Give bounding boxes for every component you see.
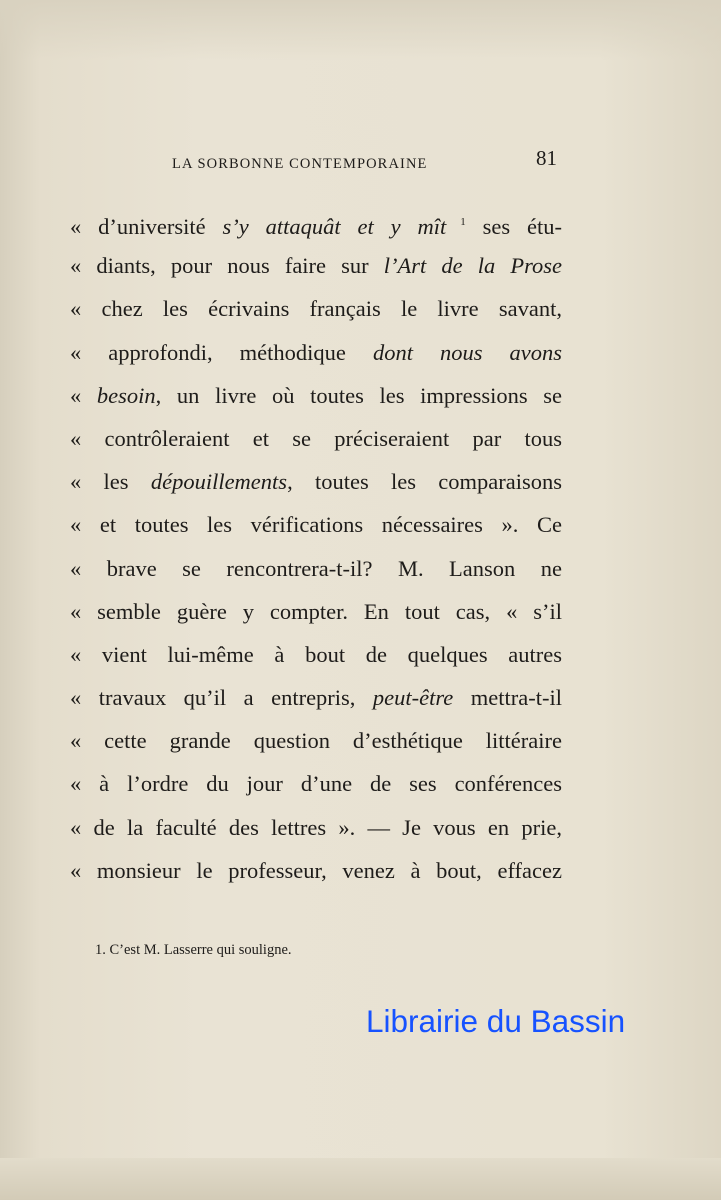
text-segment: « d’université bbox=[70, 214, 223, 239]
footnote-marker: 1 bbox=[446, 216, 466, 228]
text-line bbox=[70, 590, 562, 633]
text-line bbox=[70, 719, 562, 762]
text-line bbox=[70, 806, 562, 849]
italic-text: dépouillements bbox=[150, 469, 288, 495]
text-line bbox=[70, 547, 562, 590]
text-line bbox=[70, 762, 562, 805]
italic-text: peut-être bbox=[372, 685, 454, 711]
text-segment: « les bbox=[70, 469, 151, 495]
text-segment: « monsieur le professeur, venez à bout, effacez bbox=[70, 857, 562, 883]
text-line bbox=[70, 244, 562, 287]
italic-text: dont nous avons bbox=[372, 339, 563, 365]
text-segment: « brave se rencontrera-t-il? M. Lanson ne bbox=[70, 555, 562, 581]
text-segment: « et toutes les vérifications nécessaires ». Ce bbox=[70, 512, 562, 538]
text-segment: ses étu- bbox=[465, 214, 563, 239]
text-segment: « diants, pour nous faire sur bbox=[70, 253, 384, 279]
text-line bbox=[70, 417, 562, 460]
text-line bbox=[70, 460, 562, 503]
text-line bbox=[70, 633, 562, 676]
text-segment: « de la faculté des lettres ». — Je vous en prie, bbox=[70, 814, 562, 840]
text-segment: « travaux qu’il a entrepris, bbox=[70, 685, 373, 711]
text-segment: « bbox=[70, 382, 97, 408]
text-line bbox=[70, 374, 562, 417]
page-edge-bottom bbox=[0, 1158, 721, 1200]
text-segment: « semble guère y compter. En tout cas, « s’il bbox=[70, 598, 562, 624]
text-line bbox=[70, 201, 562, 244]
text-line bbox=[70, 849, 562, 892]
watermark: Librairie du Bassin bbox=[366, 1003, 626, 1039]
text-segment: , toutes les comparaisons bbox=[287, 469, 562, 495]
text-segment: « cette grande question d’esthétique littéraire bbox=[70, 728, 562, 754]
text-segment: , un livre où toutes les impressions se bbox=[155, 382, 563, 408]
body-text bbox=[70, 201, 562, 892]
text-segment: « approfondi, méthodique bbox=[70, 339, 373, 365]
italic-text: l’Art de la Prose bbox=[383, 253, 563, 279]
italic-text: besoin bbox=[96, 382, 156, 408]
text-segment: « vient lui-même à bout de quelques autres bbox=[70, 641, 562, 667]
text-line bbox=[70, 331, 562, 374]
text-segment: mettra-t-il bbox=[453, 685, 562, 711]
text-line bbox=[70, 503, 562, 546]
page-shadow-top bbox=[0, 0, 721, 60]
footnote: 1. C’est M. Lasserre qui souligne. bbox=[95, 942, 292, 958]
text-line bbox=[70, 676, 562, 719]
text-line bbox=[70, 287, 562, 330]
text-segment: « à l’ordre du jour d’une de ses conférences bbox=[70, 771, 562, 797]
text-segment: « contrôleraient et se préciseraient par tous bbox=[70, 425, 562, 451]
italic-text: s’y attaquât et y mît bbox=[222, 214, 447, 239]
text-segment: « chez les écrivains français le livre savant, bbox=[70, 296, 562, 322]
page-number: 81 bbox=[536, 146, 557, 170]
running-header: LA SORBONNE CONTEMPORAINE bbox=[172, 156, 428, 172]
